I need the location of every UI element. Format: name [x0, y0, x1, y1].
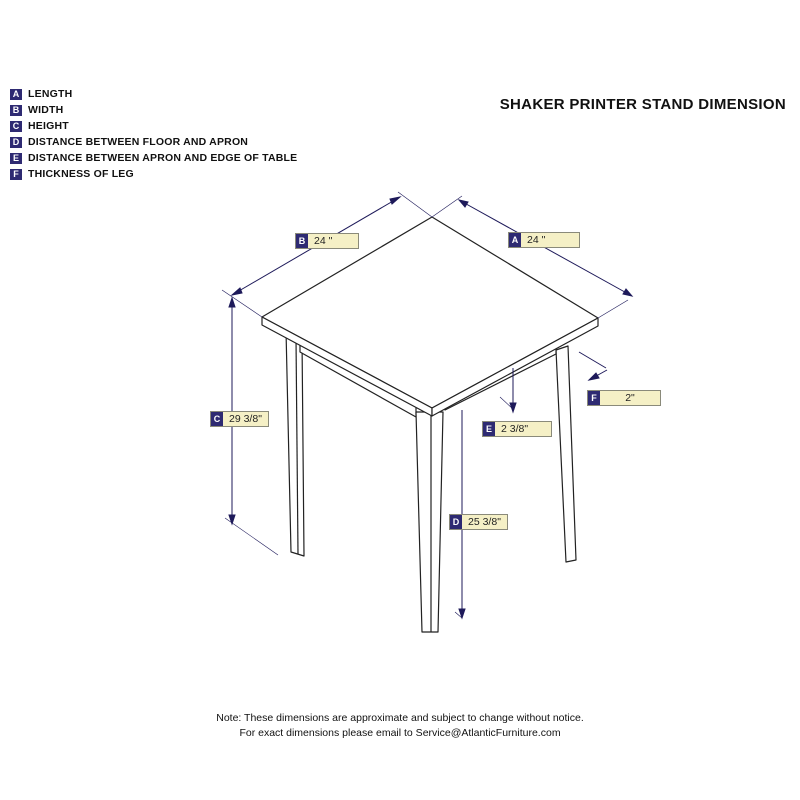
- legend-letter: C: [10, 121, 22, 132]
- tag-letter: D: [450, 515, 462, 529]
- tag-value: 29 3/8": [229, 413, 262, 425]
- legend-letter: B: [10, 105, 22, 116]
- legend-letter: A: [10, 89, 22, 100]
- leg-front: [416, 412, 443, 632]
- dimension-tag-a: [508, 232, 580, 248]
- tag-letter: E: [483, 422, 495, 436]
- legend-letter: D: [10, 137, 22, 148]
- legend-label: THICKNESS OF LEG: [28, 168, 134, 180]
- tag-letter: C: [211, 412, 223, 426]
- dimension-line-f: [579, 352, 606, 368]
- legend-label: DISTANCE BETWEEN APRON AND EDGE OF TABLE: [28, 152, 298, 164]
- legend-label: WIDTH: [28, 104, 64, 116]
- page-title: SHAKER PRINTER STAND DIMENSION: [499, 96, 786, 113]
- tag-letter: F: [588, 391, 600, 405]
- legend-label: LENGTH: [28, 88, 73, 100]
- legend-letter: E: [10, 153, 22, 164]
- disclaimer-note: [0, 711, 800, 741]
- tag-letter: B: [296, 234, 308, 248]
- dimension-tag-d: [449, 514, 508, 530]
- legend-label: HEIGHT: [28, 120, 69, 132]
- tag-value: 2 3/8": [501, 423, 529, 435]
- leg-back-right: [556, 346, 576, 562]
- dimension-tag-e: [482, 421, 552, 437]
- legend-label: DISTANCE BETWEEN FLOOR AND APRON: [28, 136, 249, 148]
- note-line: For exact dimensions please email to Service@AtlanticFurniture.com: [239, 727, 561, 739]
- dimension-tag-c: [210, 411, 269, 427]
- leg-left: [286, 330, 304, 556]
- tag-value: 25 3/8": [468, 516, 501, 528]
- note-line: Note: These dimensions are approximate and subject to change without notice.: [216, 712, 584, 724]
- dimension-tag-f: [587, 390, 661, 406]
- tag-value: 24 ": [527, 234, 546, 246]
- tag-letter: A: [509, 233, 521, 247]
- dimension-tag-b: [295, 233, 359, 249]
- legend-letter: F: [10, 169, 22, 180]
- tag-value: 2": [625, 392, 635, 404]
- tag-value: 24 ": [314, 235, 333, 247]
